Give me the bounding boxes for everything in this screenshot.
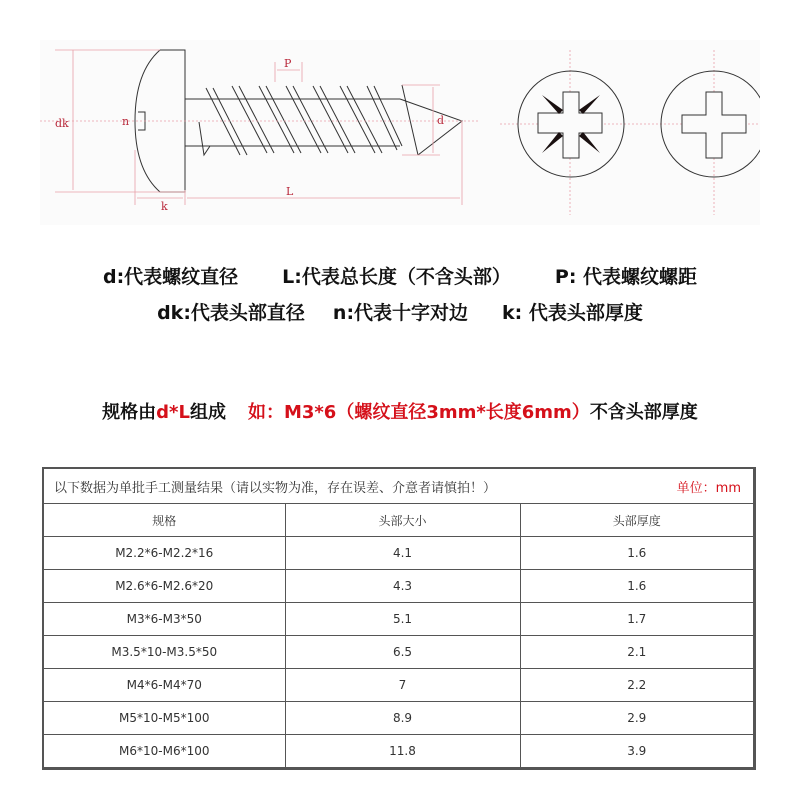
table-unit: 单位：mm <box>676 480 741 496</box>
cell-head-thickness: 1.7 <box>520 603 753 636</box>
table-row <box>44 636 753 669</box>
table-row <box>44 570 753 603</box>
cell-spec: M4*6-M4*70 <box>44 669 285 702</box>
cell-head-size: 5.1 <box>285 603 520 636</box>
cell-head-thickness: 1.6 <box>520 570 753 603</box>
label-d: d <box>437 114 445 127</box>
label-dk: dk <box>55 117 69 130</box>
table-note-row <box>44 469 753 504</box>
cell-head-thickness: 1.6 <box>520 537 753 570</box>
label-p: P <box>284 57 292 70</box>
spec-prefix: 规格由 <box>102 402 157 423</box>
cell-head-size: 7 <box>285 669 520 702</box>
cell-head-size: 4.3 <box>285 570 520 603</box>
table-row <box>44 669 753 702</box>
legend-d: d:代表螺纹直径 <box>102 266 239 288</box>
legend-line-2 <box>0 298 800 325</box>
legend-line-1 <box>0 262 800 289</box>
legend-l: L:代表总长度（不含头部） <box>282 266 511 288</box>
cell-spec: M6*10-M6*100 <box>44 735 285 768</box>
label-l: L <box>286 185 294 198</box>
size-table <box>42 467 756 770</box>
cell-head-thickness: 2.1 <box>520 636 753 669</box>
table-disclaimer: 以下数据为单批手工测量结果（请以实物为准，存在误差、介意者请慎拍！） <box>54 480 497 496</box>
spec-formula: d*L <box>156 402 190 423</box>
screw-diagram-panel <box>40 40 760 225</box>
cell-head-size: 8.9 <box>285 702 520 735</box>
cell-head-thickness: 2.9 <box>520 702 753 735</box>
cell-spec: M3*6-M3*50 <box>44 603 285 636</box>
screw-diagram <box>40 40 760 225</box>
cell-head-size: 11.8 <box>285 735 520 768</box>
cell-head-size: 4.1 <box>285 537 520 570</box>
cell-spec: M2.6*6-M2.6*20 <box>44 570 285 603</box>
legend-dk: dk:代表头部直径 <box>157 302 305 324</box>
legend-n: n:代表十字对边 <box>332 302 469 324</box>
header-head-size: 头部大小 <box>285 504 520 537</box>
spec-description <box>0 398 800 424</box>
table-header-row <box>44 504 753 537</box>
cell-spec: M5*10-M5*100 <box>44 702 285 735</box>
spec-example: 如：M3*6（螺纹直径3mm*长度6mm） <box>247 402 590 423</box>
size-table-grid <box>44 504 753 767</box>
header-spec: 规格 <box>44 504 285 537</box>
spec-suffix: 组成 <box>189 402 226 423</box>
dimension-labels <box>55 57 444 213</box>
header-head-thickness: 头部厚度 <box>520 504 753 537</box>
label-n: n <box>122 115 130 128</box>
legend-p: P: 代表螺纹螺距 <box>554 266 698 288</box>
cell-spec: M2.2*6-M2.2*16 <box>44 537 285 570</box>
legend-k: k: 代表头部厚度 <box>502 302 643 324</box>
table-row <box>44 537 753 570</box>
spec-note: 不含头部厚度 <box>589 402 698 423</box>
cell-head-thickness: 2.2 <box>520 669 753 702</box>
table-row <box>44 702 753 735</box>
phillips-head-view <box>661 50 760 215</box>
cell-head-thickness: 3.9 <box>520 735 753 768</box>
label-k: k <box>161 200 168 213</box>
cell-spec: M3.5*10-M3.5*50 <box>44 636 285 669</box>
table-row <box>44 603 753 636</box>
table-row <box>44 735 753 768</box>
dimension-lines <box>40 50 480 205</box>
cell-head-size: 6.5 <box>285 636 520 669</box>
